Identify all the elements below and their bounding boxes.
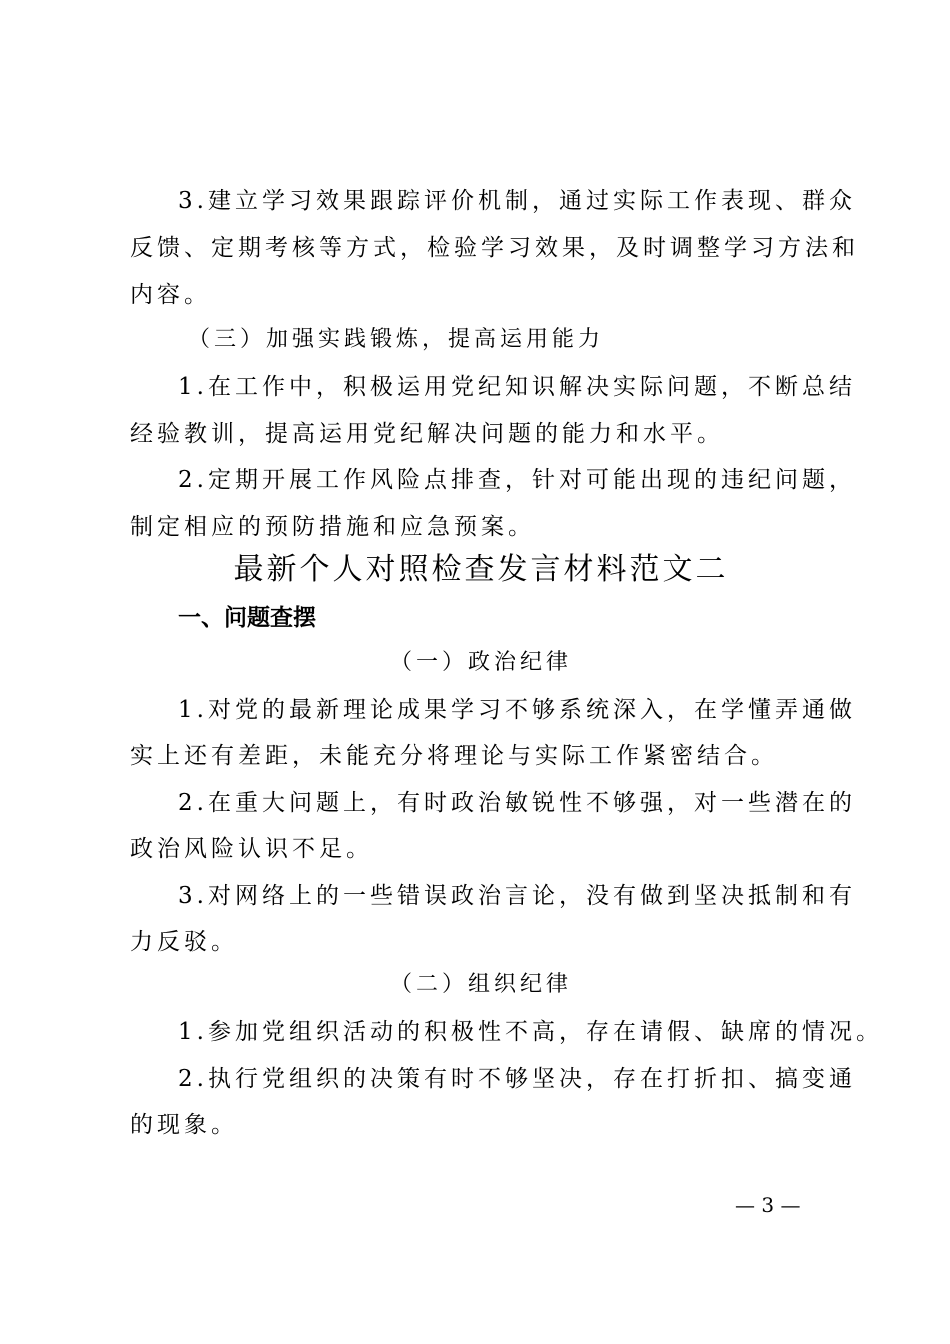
paragraph-line: 3.建立学习效果跟踪评价机制，通过实际工作表现、群众 <box>178 188 856 214</box>
paragraph-line: 3.对网络上的一些错误政治言论，没有做到坚决抵制和有 <box>178 883 856 909</box>
paragraph-line: 实上还有差距，未能充分将理论与实际工作紧密结合。 <box>130 743 778 769</box>
section-heading: 一、问题查摆 <box>178 605 316 631</box>
paragraph-line: 1.在工作中，积极运用党纪知识解决实际问题，不断总结 <box>178 374 856 400</box>
subsection-heading: （一）政治纪律 <box>389 650 572 675</box>
paragraph-line: 力反驳。 <box>130 929 238 955</box>
document-title: 最新个人对照检查发言材料范文二 <box>233 552 729 587</box>
subsection-heading: （二）组织纪律 <box>389 972 572 997</box>
paragraph-line: 2.在重大问题上，有时政治敏锐性不够强，对一些潜在的 <box>178 790 856 816</box>
paragraph-line: 制定相应的预防措施和应急预案。 <box>130 514 535 540</box>
paragraph-line: 1.参加党组织活动的积极性不高，存在请假、缺席的情况。 <box>178 1019 883 1045</box>
paragraph-line: 内容。 <box>130 282 211 308</box>
paragraph-line: 的现象。 <box>130 1112 238 1138</box>
subsection-heading: （三）加强实践锻炼，提高运用能力 <box>188 327 605 352</box>
paragraph-line: 反馈、定期考核等方式，检验学习效果，及时调整学习方法和 <box>130 235 859 261</box>
paragraph-line: 1.对党的最新理论成果学习不够系统深入，在学懂弄通做 <box>178 697 856 723</box>
paragraph-line: 政治风险认识不足。 <box>130 836 373 862</box>
page-number: — 3 — <box>735 1193 801 1217</box>
paragraph-line: 2.定期开展工作风险点排查，针对可能出现的违纪问题， <box>178 467 856 493</box>
paragraph-line: 2.执行党组织的决策有时不够坚决，存在打折扣、搞变通 <box>178 1066 856 1092</box>
paragraph-line: 经验教训，提高运用党纪解决问题的能力和水平。 <box>130 421 724 447</box>
